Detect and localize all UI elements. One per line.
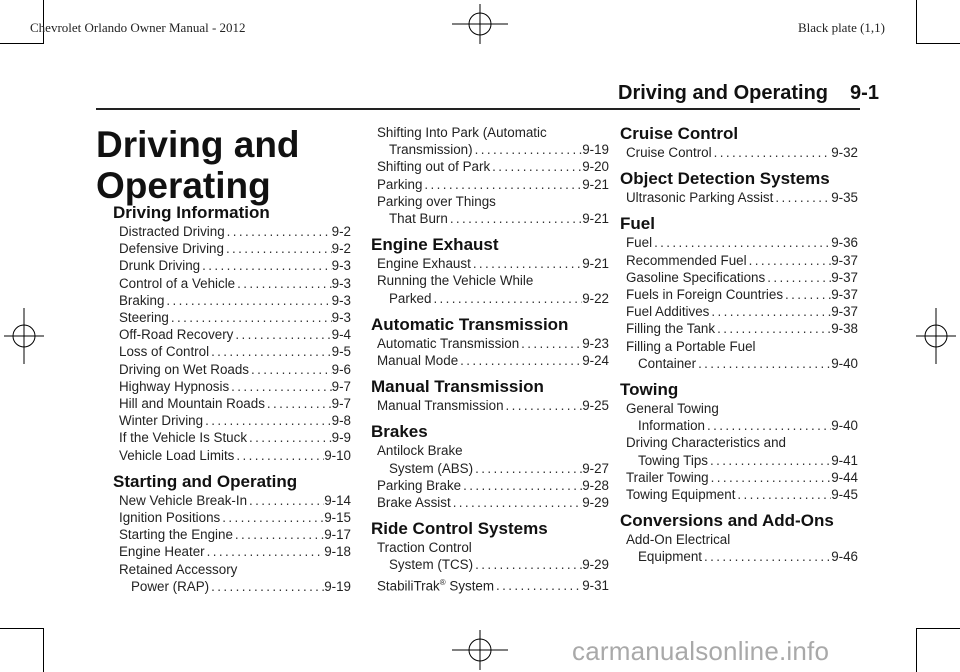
entry-label: That Burn <box>389 211 448 227</box>
entry-label: Retained Accessory <box>119 561 238 577</box>
toc-entry[interactable] <box>626 286 858 303</box>
entry-label: Antilock Brake <box>377 443 463 459</box>
crop-mark <box>43 628 44 672</box>
dot-leader <box>765 269 831 286</box>
dot-leader <box>247 429 332 446</box>
entry-list <box>620 531 858 565</box>
dot-leader <box>164 292 331 309</box>
entry-label: System (ABS) <box>389 460 474 476</box>
dot-leader <box>715 320 831 337</box>
toc-entry[interactable] <box>626 189 858 206</box>
running-head-title: Driving and Operating <box>618 82 829 104</box>
toc-column <box>113 203 351 595</box>
entry-label: Parking over Things <box>377 193 496 209</box>
entry-label: Traction Control <box>377 540 472 556</box>
toc-section <box>371 124 609 227</box>
dot-leader <box>494 577 582 594</box>
entry-label: Filling a Portable Fuel <box>626 338 756 354</box>
dot-leader <box>235 275 332 292</box>
section-heading[interactable]: Towing <box>620 380 679 400</box>
toc-entry[interactable] <box>119 378 351 395</box>
toc-entry[interactable] <box>626 486 858 503</box>
toc-section <box>620 380 858 503</box>
dot-leader <box>702 548 831 565</box>
entry-label: Brake Assist <box>377 495 451 511</box>
entry-page-number: 9-3 <box>331 275 351 291</box>
entry-label: Hill and Mountain Roads <box>119 396 265 412</box>
dot-leader <box>783 286 831 303</box>
toc-entry[interactable] <box>377 352 609 369</box>
toc-entry[interactable] <box>377 255 609 272</box>
header-rule <box>96 108 860 110</box>
entry-page-number: 9-37 <box>831 269 858 285</box>
entry-label: Manual Transmission <box>377 398 504 414</box>
dot-leader <box>229 378 331 395</box>
entry-page-number: 9-28 <box>582 477 609 493</box>
entry-page-number: 9-17 <box>324 527 351 543</box>
dot-leader <box>169 309 332 326</box>
section-heading[interactable]: Fuel <box>620 214 655 234</box>
dot-leader <box>224 240 332 257</box>
entry-page-number: 9-32 <box>831 145 858 160</box>
entry-label: Manual Mode <box>377 353 459 369</box>
entry-label: Equipment <box>638 549 703 565</box>
entry-label: Parking Brake <box>377 477 462 493</box>
entry-label: If the Vehicle Is Stuck <box>119 430 248 446</box>
toc-section <box>620 511 858 565</box>
dot-leader <box>205 543 325 560</box>
toc-entry[interactable] <box>626 144 858 161</box>
entry-page-number: 9-40 <box>831 355 858 371</box>
entry-page-number: 9-9 <box>331 430 351 446</box>
dot-leader <box>265 395 332 412</box>
entry-page-number: 9-3 <box>331 258 351 274</box>
section-heading[interactable]: Cruise Control <box>620 124 739 143</box>
watermark: carmanualsonline.info <box>572 636 830 666</box>
entry-list <box>371 539 609 594</box>
toc-entry[interactable] <box>626 531 858 565</box>
crop-mark <box>916 628 960 629</box>
entry-page-number: 9-40 <box>831 418 858 434</box>
entry-label: Driving on Wet Roads <box>119 361 249 377</box>
entry-label: Transmission) <box>389 142 473 158</box>
dot-leader <box>448 210 582 227</box>
toc-entry[interactable] <box>119 526 351 543</box>
dot-leader <box>504 397 583 414</box>
toc-entry[interactable] <box>119 292 351 309</box>
dot-leader <box>431 290 582 307</box>
dot-leader <box>451 494 583 511</box>
chapter-title-line: Operating <box>96 165 271 206</box>
entry-page-number: 9-36 <box>831 235 858 251</box>
toc-entry[interactable] <box>626 303 858 320</box>
entry-page-number: 9-4 <box>331 327 351 343</box>
entry-list <box>371 397 609 414</box>
dot-leader <box>773 189 831 206</box>
dot-leader <box>209 578 324 595</box>
dot-leader <box>422 176 582 193</box>
entry-list <box>371 335 609 369</box>
entry-label: New Vehicle Break-In <box>119 492 248 508</box>
toc-entry[interactable] <box>119 361 351 378</box>
section-heading[interactable]: Starting and Operating <box>113 471 298 491</box>
toc-entry[interactable] <box>626 400 858 434</box>
toc-section <box>620 124 858 161</box>
toc-entry[interactable] <box>377 176 609 193</box>
dot-leader <box>709 469 832 486</box>
entry-label: Shifting Into Park (Automatic <box>377 125 547 140</box>
entry-page-number: 9-14 <box>324 492 351 508</box>
entry-list <box>620 234 858 372</box>
entry-page-number: 9-22 <box>582 290 609 306</box>
entry-page-number: 9-3 <box>331 292 351 308</box>
entry-label: Ultrasonic Parking Assist <box>626 190 774 206</box>
toc-section <box>620 214 858 372</box>
entry-label: System (TCS) <box>389 557 474 573</box>
entry-label: Parking <box>377 176 423 192</box>
toc-entry[interactable] <box>119 447 351 464</box>
entry-label: Drunk Driving <box>119 258 201 274</box>
toc-entry[interactable] <box>377 494 609 511</box>
entry-page-number: 9-19 <box>324 578 351 594</box>
entry-page-number: 9-41 <box>831 452 858 468</box>
dot-leader <box>490 158 582 175</box>
toc-entry[interactable] <box>119 223 351 240</box>
dot-leader <box>705 417 831 434</box>
toc-section <box>371 377 609 414</box>
entry-list <box>620 144 858 161</box>
entry-label: Filling the Tank <box>626 321 716 337</box>
entry-label: Fuel Additives <box>626 304 710 320</box>
crop-mark <box>0 628 44 629</box>
entry-list <box>371 124 609 227</box>
entry-page-number: 9-29 <box>582 495 609 511</box>
entry-label: Information <box>638 418 705 434</box>
dot-leader <box>203 412 332 429</box>
toc-entry[interactable] <box>119 395 351 412</box>
print-header-right: Black plate (1,1) <box>798 20 885 35</box>
registration-mark-icon <box>452 4 508 44</box>
entry-list <box>113 223 351 464</box>
section-heading[interactable]: Ride Control Systems <box>371 519 548 539</box>
entry-label: Recommended Fuel <box>626 252 747 268</box>
entry-list <box>371 442 609 511</box>
running-head <box>618 82 879 105</box>
entry-label: Cruise Control <box>626 145 712 160</box>
toc-entry[interactable] <box>626 252 858 269</box>
entry-label: Container <box>638 355 697 371</box>
toc-entry[interactable] <box>377 574 609 595</box>
dot-leader <box>747 252 832 269</box>
entry-label: Parked <box>389 290 432 306</box>
dot-leader <box>225 223 332 240</box>
toc-entry[interactable] <box>626 269 858 286</box>
toc-entry[interactable] <box>377 335 609 352</box>
entry-label: Shifting out of Park <box>377 159 491 175</box>
registration-mark-icon <box>452 630 508 670</box>
toc-entry[interactable] <box>119 326 351 343</box>
entry-page-number: 9-37 <box>831 252 858 268</box>
entry-page-number: 9-8 <box>331 413 351 429</box>
entry-page-number: 9-37 <box>831 304 858 320</box>
entry-label: Fuels in Foreign Countries <box>626 287 784 303</box>
entry-label: Winter Driving <box>119 413 204 429</box>
toc-section <box>371 422 609 511</box>
dot-leader <box>209 343 332 360</box>
entry-label: Towing Tips <box>638 452 708 468</box>
entry-label: Ignition Positions <box>119 510 221 526</box>
toc-entry[interactable] <box>626 469 858 486</box>
section-heading[interactable]: Conversions and Add-Ons <box>620 511 834 531</box>
entry-label: Fuel <box>626 235 653 251</box>
entry-list <box>371 255 609 307</box>
entry-page-number: 9-27 <box>582 460 609 476</box>
toc-entry[interactable] <box>377 193 609 227</box>
entry-label: General Towing <box>626 401 719 417</box>
entry-page-number: 9-21 <box>582 176 609 192</box>
entry-page-number: 9-44 <box>831 469 858 485</box>
entry-page-number: 9-2 <box>331 224 351 239</box>
toc-entry[interactable] <box>377 442 609 476</box>
dot-leader <box>712 144 832 161</box>
entry-page-number: 9-21 <box>582 256 609 272</box>
entry-page-number: 9-35 <box>831 190 858 206</box>
entry-label: Starting the Engine <box>119 527 233 543</box>
dot-leader <box>249 361 332 378</box>
dot-leader <box>652 234 831 251</box>
toc-entry[interactable] <box>626 234 858 251</box>
entry-page-number: 9-38 <box>831 321 858 337</box>
toc-entry[interactable] <box>377 539 609 573</box>
entry-page-number: 9-5 <box>331 344 351 360</box>
toc-entry[interactable] <box>377 272 609 306</box>
toc-entry[interactable] <box>119 492 351 509</box>
dot-leader <box>233 326 331 343</box>
entry-label: Loss of Control <box>119 344 210 360</box>
entry-label: Automatic Transmission <box>377 335 520 351</box>
toc-entry[interactable] <box>377 477 609 494</box>
entry-page-number: 9-21 <box>582 211 609 227</box>
toc-section <box>371 235 609 307</box>
entry-label: Control of a Vehicle <box>119 275 236 291</box>
dot-leader <box>519 335 582 352</box>
entry-label: Vehicle Load Limits <box>119 447 235 463</box>
print-header-left: Chevrolet Orlando Owner Manual - 2012 <box>30 20 246 35</box>
toc-entry[interactable] <box>626 338 858 372</box>
toc-entry[interactable] <box>377 124 609 158</box>
dot-leader <box>233 526 324 543</box>
entry-label: Braking <box>119 292 165 308</box>
dot-leader <box>247 492 324 509</box>
entry-page-number: 9-7 <box>331 396 351 412</box>
section-heading[interactable]: Manual Transmission <box>371 377 544 397</box>
section-heading[interactable]: Driving Information <box>113 203 270 222</box>
entry-page-number: 9-7 <box>331 378 351 394</box>
entry-label: Trailer Towing <box>626 469 709 485</box>
entry-page-number: 9-19 <box>582 142 609 158</box>
dot-leader <box>234 447 324 464</box>
toc-entry[interactable] <box>119 412 351 429</box>
toc-entry[interactable] <box>626 320 858 337</box>
dot-leader <box>708 452 831 469</box>
toc-entry[interactable] <box>377 158 609 175</box>
entry-page-number: 9-3 <box>331 310 351 326</box>
dot-leader <box>473 460 582 477</box>
entry-label: Off-Road Recovery <box>119 327 234 343</box>
entry-page-number: 9-37 <box>831 287 858 303</box>
dot-leader <box>473 141 583 158</box>
entry-page-number: 9-24 <box>582 353 609 369</box>
dot-leader <box>735 486 831 503</box>
toc-section <box>620 169 858 206</box>
dot-leader <box>473 556 582 573</box>
section-heading[interactable]: Automatic Transmission <box>371 314 569 334</box>
toc-section <box>113 203 351 464</box>
toc-entry[interactable] <box>119 429 351 446</box>
entry-label: Defensive Driving <box>119 241 224 257</box>
dot-leader <box>458 352 582 369</box>
dot-leader <box>471 255 582 272</box>
entry-label: Highway Hypnosis <box>119 378 230 394</box>
toc-entry[interactable] <box>119 343 351 360</box>
crop-mark <box>916 43 960 44</box>
chapter-title-line: Driving and <box>96 124 300 165</box>
entry-page-number: 9-2 <box>331 241 351 257</box>
section-heading[interactable]: Engine Exhaust <box>371 235 499 255</box>
entry-label: Add-On Electrical <box>626 532 731 548</box>
toc-entry[interactable] <box>119 275 351 292</box>
entry-page-number: 9-45 <box>831 487 858 503</box>
entry-page-number: 9-23 <box>582 335 609 351</box>
crop-mark <box>916 0 917 44</box>
toc-entry[interactable] <box>377 397 609 414</box>
crop-mark <box>0 43 44 44</box>
entry-list <box>620 400 858 503</box>
entry-label: Engine Exhaust <box>377 256 471 272</box>
entry-page-number: 9-10 <box>324 447 351 463</box>
toc-column <box>620 124 858 566</box>
crop-mark <box>916 628 917 672</box>
entry-list <box>620 189 858 206</box>
chapter-title <box>96 124 300 206</box>
toc-section <box>371 519 609 594</box>
registration-mark-icon <box>4 308 44 364</box>
entry-label: Driving Characteristics and <box>626 435 787 451</box>
entry-page-number: 9-6 <box>331 361 351 377</box>
toc-entry[interactable] <box>626 434 858 468</box>
entry-list <box>113 492 351 595</box>
entry-page-number: 9-25 <box>582 398 609 414</box>
toc-entry[interactable] <box>119 543 351 560</box>
section-heading[interactable]: Object Detection Systems <box>620 169 830 189</box>
toc-entry[interactable] <box>119 240 351 257</box>
entry-page-number: 9-15 <box>324 510 351 526</box>
entry-label: Running the Vehicle While <box>377 273 534 289</box>
entry-page-number: 9-20 <box>582 159 609 175</box>
toc-column <box>371 124 609 594</box>
entry-label: Engine Heater <box>119 544 205 560</box>
entry-page-number: 9-29 <box>582 557 609 573</box>
toc-entry[interactable] <box>119 257 351 274</box>
toc-entry[interactable] <box>119 309 351 326</box>
registration-mark-icon <box>916 308 956 364</box>
dot-leader <box>709 303 831 320</box>
toc-entry[interactable] <box>119 561 351 595</box>
entry-label: StabiliTrak® System <box>377 577 495 594</box>
dot-leader <box>220 509 324 526</box>
toc-entry[interactable] <box>119 509 351 526</box>
dot-leader <box>696 355 831 372</box>
entry-label: Power (RAP) <box>131 578 210 594</box>
entry-label: Towing Equipment <box>626 487 736 503</box>
entry-label: Distracted Driving <box>119 224 225 239</box>
entry-label: Gasoline Specifications <box>626 269 766 285</box>
dot-leader <box>461 477 582 494</box>
dot-leader <box>200 257 332 274</box>
toc-section <box>113 472 351 595</box>
toc-section <box>371 315 609 369</box>
entry-page-number: 9-31 <box>582 578 609 594</box>
section-heading[interactable]: Brakes <box>371 422 428 442</box>
entry-page-number: 9-18 <box>324 544 351 560</box>
running-head-page: 9-1 <box>850 82 879 104</box>
entry-label: Steering <box>119 310 169 326</box>
entry-page-number: 9-46 <box>831 549 858 565</box>
